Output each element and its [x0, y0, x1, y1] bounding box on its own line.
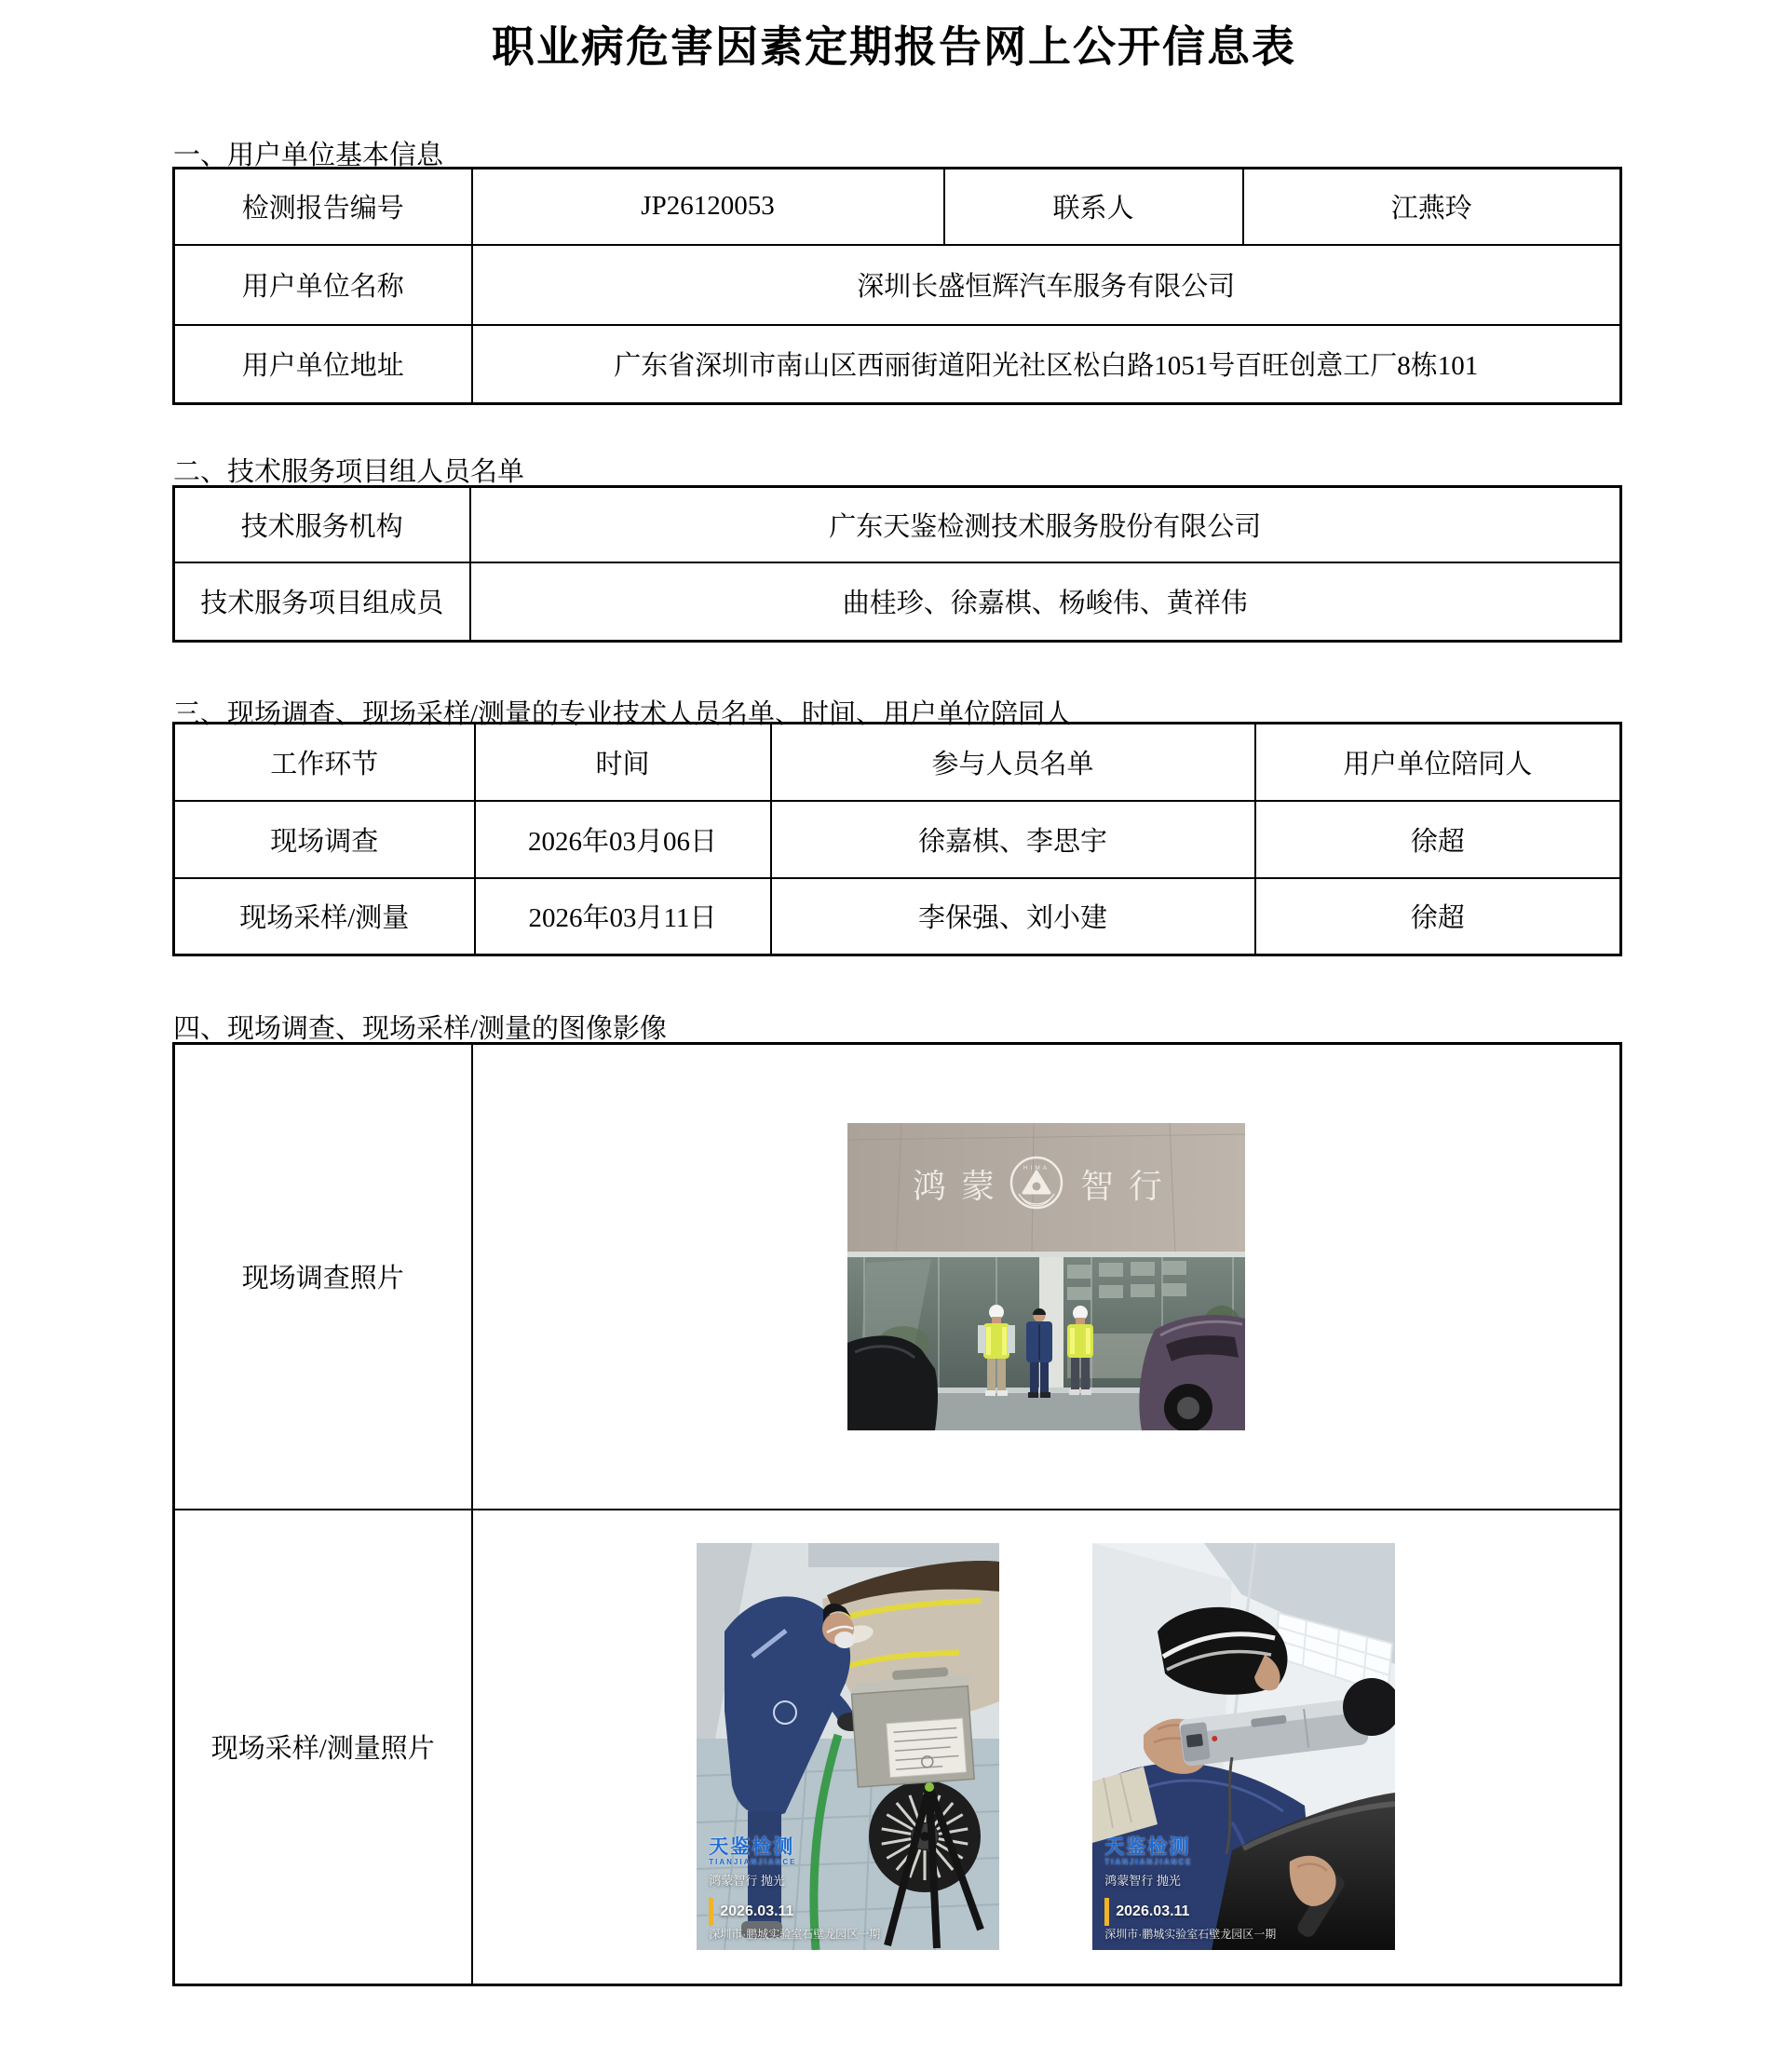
survey-photo-cell: [472, 1044, 1621, 1510]
table-row: [174, 801, 1621, 878]
col-header-time: 时间: [475, 724, 771, 801]
row-time: 2026年03月06日: [475, 801, 771, 878]
watermark-date: 2026.03.11: [1116, 1903, 1190, 1920]
unit-addr-label: 用户单位地址: [174, 325, 472, 404]
sampling-photo-label: 现场采样/测量照片: [174, 1510, 472, 1985]
watermark-location: 深圳市·鹏城实验室石壁龙园区一期: [1104, 1928, 1277, 1942]
org-label: 技术服务机构: [174, 487, 470, 562]
section-heading-basic-info: 一、用户单位基本信息: [173, 141, 444, 170]
row-staff: 李保强、刘小建: [771, 878, 1255, 955]
contact-value: 江燕玲: [1243, 169, 1621, 245]
col-header-staff: 参与人员名单: [771, 724, 1255, 801]
sampler-box: [850, 1666, 979, 1788]
photo-watermark: [709, 1836, 880, 1941]
survey-photo-label: 现场调查照片: [174, 1044, 472, 1510]
media-table: [172, 1042, 1622, 1986]
table-row: [174, 1510, 1621, 1985]
storefront-photo-illustration: [847, 1123, 1245, 1430]
watermark-tag: 鸿蒙智行 抛光: [1104, 1873, 1181, 1888]
tianjian-brand-logo: 天鉴检测: [1104, 1835, 1191, 1858]
glass-frame-top: [847, 1252, 1245, 1257]
report-no-label: 检测报告编号: [174, 169, 472, 245]
members-value: 曲桂珍、徐嘉棋、杨峻伟、黄祥伟: [470, 562, 1621, 642]
watermark-location: 深圳市·鹏城实验室石壁龙园区一期: [709, 1928, 881, 1942]
sign-right-text: 智行: [1079, 1166, 1177, 1205]
page-title: 职业病危害因素定期报告网上公开信息表: [492, 23, 1296, 71]
row-escort: 徐超: [1255, 801, 1621, 878]
table-header-row: [174, 724, 1621, 801]
sampling-photo-cell: [472, 1510, 1621, 1985]
team-table: [172, 485, 1622, 643]
table-row: [174, 325, 1621, 404]
org-value: 广东天鉴检测技术服务股份有限公司: [470, 487, 1621, 562]
basic-info-table: [172, 167, 1622, 405]
sampling-photo-polishing: [697, 1543, 999, 1950]
survey-photo: [847, 1123, 1245, 1430]
unit-addr-value: 广东省深圳市南山区西丽街道阳光社区松白路1051号百旺创意工厂8栋101: [472, 325, 1621, 404]
report-no-value: JP26120053: [472, 169, 944, 245]
hima-logo-text: HIMA: [1023, 1164, 1050, 1171]
row-step: 现场采样/测量: [174, 878, 475, 955]
sign-left-text: 鸿蒙: [912, 1166, 1009, 1205]
watermark-tag: 鸿蒙智行 抛光: [709, 1873, 785, 1888]
section-heading-media: 四、现场调查、现场采样/测量的图像影像: [173, 1014, 668, 1044]
unit-name-value: 深圳长盛恒辉汽车服务有限公司: [472, 245, 1621, 325]
car-right: [1139, 1315, 1245, 1430]
watermark-date: 2026.03.11: [720, 1903, 794, 1920]
row-step: 现场调查: [174, 801, 475, 878]
row-time: 2026年03月11日: [475, 878, 771, 955]
table-row: [174, 487, 1621, 562]
col-header-escort: 用户单位陪同人: [1255, 724, 1621, 801]
members-label: 技术服务项目组成员: [174, 562, 470, 642]
photo-watermark: [1104, 1836, 1276, 1941]
contact-label: 联系人: [944, 169, 1243, 245]
tianjian-brand-logo: 天鉴检测: [709, 1835, 795, 1858]
watermark-accent-bar: [709, 1898, 713, 1926]
tianjian-brand-sub: TIANJIANJIANCE: [1104, 1857, 1193, 1866]
table-row: [174, 169, 1621, 245]
col-header-step: 工作环节: [174, 724, 475, 801]
watermark-accent-bar: [1104, 1898, 1109, 1926]
unit-name-label: 用户单位名称: [174, 245, 472, 325]
tianjian-brand-sub: TIANJIANJIANCE: [709, 1857, 797, 1866]
row-escort: 徐超: [1255, 878, 1621, 955]
table-row: [174, 245, 1621, 325]
sampling-photo-noise: [1092, 1543, 1395, 1950]
section-heading-team: 二、技术服务项目组人员名单: [173, 457, 525, 487]
table-row: [174, 878, 1621, 955]
survey-table: [172, 722, 1622, 956]
table-row: [174, 1044, 1621, 1510]
row-staff: 徐嘉棋、李思宇: [771, 801, 1255, 878]
section-heading-survey: 三、现场调查、现场采样/测量的专业技术人员名单、时间、用户单位陪同人: [173, 699, 1073, 729]
table-row: [174, 562, 1621, 642]
